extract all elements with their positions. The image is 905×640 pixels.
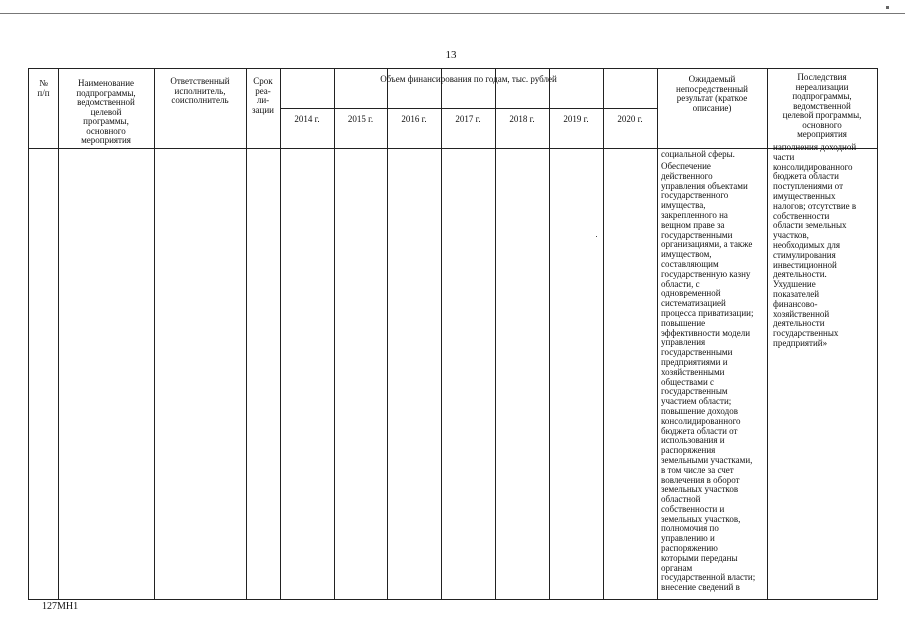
header-consequences: Последствия нереализации подпрограммы, ведомственной целевой программы, основного мероприятия [782,72,862,139]
consequences-text: наполнения доходной части консолидированного бюджета области поступлениями от имущественных налогов; отсутствие в собственности области земельных участков, необходимых для стимулирования инвестиционной деятельности. Ухудшение показателей финансово- хозяйственной деятельности государственных предприятий» [773,142,857,348]
expected-result-text: Обеспечение действенного управления объектами государственного имущества, закрепленного на вещном праве за государственными организациями, а также имуществом, составляющим государственную казну области, с одновременной систематизацией процесса приватизации; повышение эффективности модели управления государственными предприятиями и хозяйственными обществами с государственным участием области; повышение доходов консолидированного бюджета области от использования и распоряжения земельными участками, в том числе за счет вовлечения в оборот земельных участков областной собственности и земельных участков, полномочия по управлению и распоряжению которыми переданы органам государственной власти; внесение сведений в [661,161,756,593]
header-year: 2016 г. [401,114,427,124]
scan-speck [596,236,597,237]
footer-code: 127МН1 [42,601,79,612]
header-year: 2019 г. [563,114,589,124]
header-year: 2018 г. [509,114,535,124]
header-terms: Срок реа- ли- зации [252,76,274,115]
funding-header-divider [280,108,657,109]
expected-result-continuation: социальной сферы. [661,149,735,159]
header-year: 2014 г. [294,114,320,124]
header-year: 2020 г. [617,114,643,124]
header-expected-result: Ожидаемый непосредственный результат (краткое описание) [676,74,748,113]
program-table [28,68,878,600]
header-year: 2017 г. [455,114,481,124]
page-number: 13 [445,49,457,61]
header-responsible: Ответственный исполнитель, соисполнитель [170,76,230,105]
header-funding: Объем финансирования по годам, тыс. рублей [380,74,557,84]
header-name: Наименование подпрограммы, ведомственной целевой программы, основного мероприятия [76,78,136,145]
scan-speck [886,6,889,9]
header-number: № п/п [37,78,50,98]
header-year: 2015 г. [347,114,374,124]
scan-top-edge-line [0,13,905,14]
header-bottom-line [29,148,877,149]
